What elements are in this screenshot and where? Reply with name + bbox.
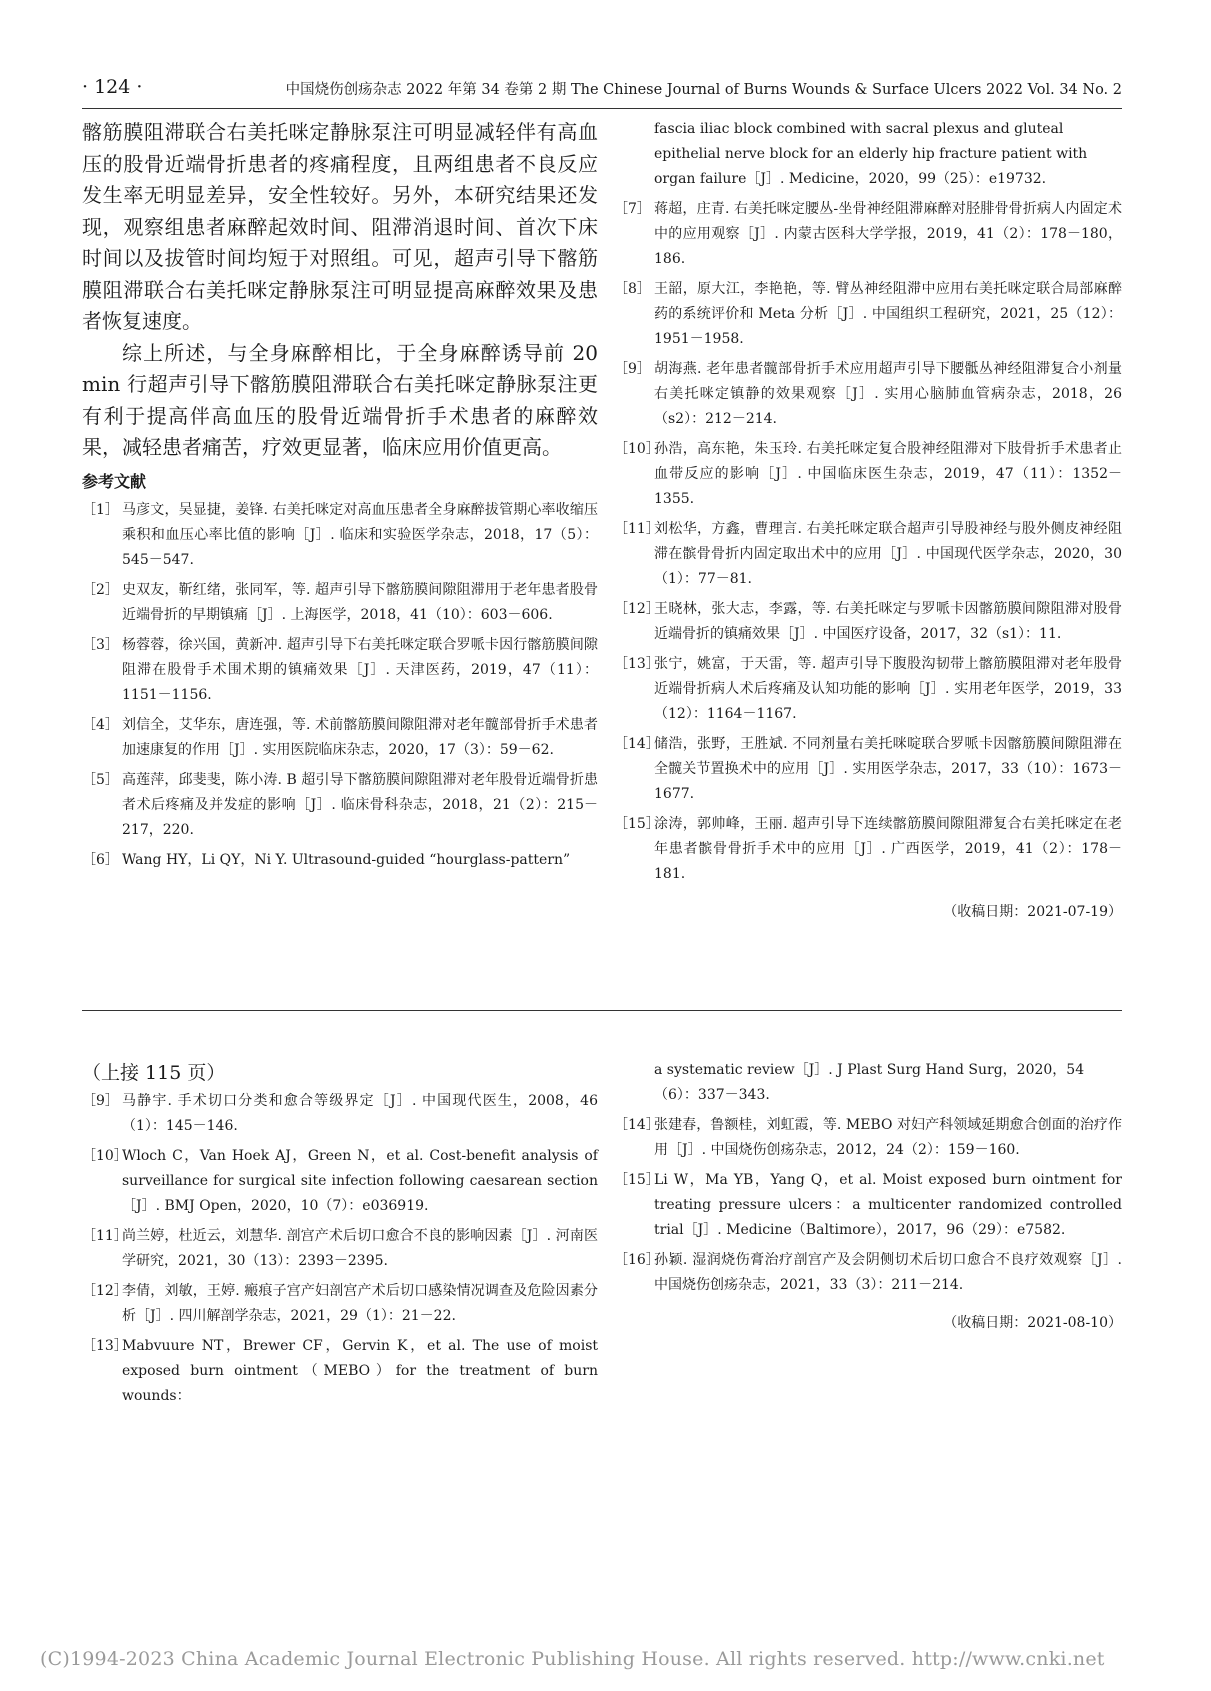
reference-text: 胡海燕. 老年患者髋部骨折手术应用超声引导下腰骶丛神经阻滞复合小剂量右美托咪定镇静的效果观察［J］. 实用心脑肺血管病杂志，2018，26（s2）：212－214. — [654, 361, 1122, 427]
header-rule — [82, 108, 1122, 109]
reference-item — [82, 578, 598, 628]
reference-item — [614, 1168, 1122, 1243]
reference-item — [82, 1089, 598, 1139]
reference-text: Wloch C，Van Hoek AJ，Green N，et al. Cost-benefit analysis of surveillance for surgical site infection following caesarean section［J］. BMJ Open，2020，10（7）：e036919. — [122, 1148, 598, 1214]
reference-item — [82, 848, 598, 873]
reference-item — [82, 1144, 598, 1219]
body-paragraph: 综上所述，与全身麻醉相比，于全身麻醉诱导前 20 min 行超声引导下髂筋膜阻滞联合右美托咪定静脉泵注更有利于提高伴高血压的股骨近端骨折手术患者的麻醉效果，减轻患者痛苦，疗效更显著，临床应用价值更高。 — [82, 340, 598, 459]
journal-line: 中国烧伤创疡杂志 2022 年第 34 卷第 2 期 The Chinese Journal of Burns Wounds & Surface Ulcers 2022 Vol. 34 No. 2 — [285, 82, 1122, 98]
reference-number: ［8］ — [614, 281, 651, 297]
reference-item — [614, 1113, 1122, 1163]
reference-text: Li W，Ma YB，Yang Q，et al. Moist exposed burn ointment for treating pressure ulcers：a multicenter randomized controlled trial［J］. Medicine（Baltimore），2017，96（29）：e7582. — [654, 1172, 1122, 1238]
upper-right-column — [614, 117, 1122, 921]
running-header — [82, 70, 1122, 104]
reference-text: 马静宇. 手术切口分类和愈合等级界定［J］. 中国现代医生，2008，46（1）：145－146. — [122, 1093, 598, 1134]
reference-item — [614, 437, 1122, 512]
lower-right-column — [614, 1058, 1122, 1332]
reference-item — [614, 597, 1122, 647]
reference-text: 刘松华，方鑫，曹理言. 右美托咪定联合超声引导股神经与股外侧皮神经阻滞在髌骨骨折内固定取出术中的应用［J］. 中国现代医学杂志，2020，30（1）：77－81. — [654, 521, 1122, 587]
reference-item — [82, 498, 598, 573]
reference-text: 史双友，靳红绪，张同军，等. 超声引导下髂筋膜间隙阻滞用于老年患者股骨近端骨折的早期镇痛［J］. 上海医学，2018，41（10）：603－606. — [122, 581, 598, 623]
reference-number: ［1］ — [82, 501, 119, 518]
reference-text: 刘信全，艾华东，唐连强，等. 术前髂筋膜间隙阻滞对老年髋部骨折手术患者加速康复的作用［J］. 实用医院临床杂志，2020，17（3）：59－62. — [122, 716, 598, 758]
reference-number: ［15］ — [614, 816, 660, 832]
reference-item — [614, 277, 1122, 352]
reference-item — [614, 197, 1122, 272]
reference-item — [82, 633, 598, 708]
reference-text: Wang HY，Li QY，Ni Y. Ultrasound-guided “hourglass-pattern” — [122, 851, 571, 868]
reference-text: 李倩，刘敏，王婷. 瘢痕子宫产妇剖宫产术后切口感染情况调查及危险因素分析［J］. 四川解剖学杂志，2021，29（1）：21－22. — [122, 1283, 598, 1324]
received-date: （收稿日期：2021-07-19） — [943, 904, 1122, 920]
reference-text: 王韶，原大江，李艳艳，等. 臂丛神经阻滞中应用右美托咪定联合局部麻醉药的系统评价和 Meta 分析［J］. 中国组织工程研究，2021，25（12）：1951－1958. — [654, 281, 1122, 347]
reference-text: 涂涛，郭帅峰，王丽. 超声引导下连续髂筋膜间隙阻滞复合右美托咪定在老年患者髌骨骨折手术中的应用［J］. 广西医学，2019，41（2）：178－181. — [654, 816, 1122, 882]
reference-number: ［6］ — [82, 851, 119, 868]
references-heading: 参考文献 — [82, 471, 147, 491]
reference-number: ［9］ — [82, 1093, 119, 1109]
reference-item — [82, 713, 598, 763]
reference-number: ［11］ — [82, 1228, 128, 1244]
reference-number: ［12］ — [614, 601, 660, 617]
reference-text: 高莲萍，邱斐斐，陈小涛. B 超引导下髂筋膜间隙阻滞对老年股骨近端骨折患者术后疼痛及并发症的影响［J］. 临床骨科杂志，2018，21（2）：215－217，220. — [122, 771, 598, 838]
page-number: · 124 · — [82, 76, 143, 98]
reference-item — [614, 812, 1122, 887]
body-paragraph: 髂筋膜阻滞联合右美托咪定静脉泵注可明显减轻伴有高血压的股骨近端骨折患者的疼痛程度，且两组患者不良反应发生率无明显差异，安全性较好。另外，本研究结果还发现，观察组患者麻醉起效时间、阻滞消退时间、首次下床时间以及拔管时间均短于对照组。可见，超声引导下髂筋膜阻滞联合右美托咪定静脉泵注可明显提高麻醉效果及患者恢复速度。 — [82, 120, 598, 333]
copyright-footer: (C)1994-2023 China Academic Journal Electronic Publishing House. All rights reserved. http://www.cnki.net — [40, 1648, 1105, 1670]
reference-text: 孙浩，高东艳，朱玉玲. 右美托咪定复合股神经阻滞对下肢骨折手术患者止血带反应的影响［J］. 中国临床医生杂志，2019，47（11）：1352－1355. — [654, 441, 1122, 507]
reference-item — [614, 517, 1122, 592]
upper-left-column — [82, 117, 598, 878]
reference-text: 孙颖. 湿润烧伤膏治疗剖宫产及会阴侧切术后切口愈合不良疗效观察［J］. 中国烧伤创疡杂志，2021，33（3）：211－214. — [654, 1252, 1122, 1293]
reference-text: 尚兰婷，杜近云，刘慧华. 剖宫产术后切口愈合不良的影响因素［J］. 河南医学研究，2021，30（13）：2393－2395. — [122, 1228, 598, 1269]
reference-number: ［3］ — [82, 636, 119, 653]
reference-number: ［15］ — [614, 1172, 660, 1188]
reference-number: ［13］ — [614, 656, 660, 672]
reference-text: Mabvuure NT，Brewer CF，Gervin K，et al. The use of moist exposed burn ointment（MEBO）for the treatment of burn wounds： — [122, 1338, 598, 1404]
reference-number: ［5］ — [82, 771, 119, 788]
reference-text: 储浩，张野，王胜斌. 不同剂量右美托咪啶联合罗哌卡因髂筋膜间隙阻滞在全髋关节置换术中的应用［J］. 实用医学杂志，2017，33（10）：1673－1677. — [654, 736, 1122, 802]
reference-number: ［13］ — [82, 1338, 128, 1354]
reference-number: ［2］ — [82, 581, 119, 598]
reference-item — [82, 768, 598, 843]
reference-continuation: a systematic review［J］. J Plast Surg Hand Surg，2020，54（6）：337－343. — [654, 1062, 1085, 1103]
reference-number: ［4］ — [82, 716, 119, 733]
reference-item — [82, 1334, 598, 1409]
reference-text: 张宁，姚富，于天雷，等. 超声引导下腹股沟韧带上髂筋膜阻滞对老年股骨近端骨折病人术后疼痛及认知功能的影响［J］. 实用老年医学，2019，33（12）：1164－1167. — [654, 656, 1122, 722]
reference-item — [82, 1224, 598, 1274]
reference-continuation: fascia iliac block combined with sacral plexus and gluteal epithelial nerve block for an elderly hip fracture patient with organ failure［J］. Medicine，2020，99（25）：e19732. — [654, 121, 1088, 187]
reference-text: 蒋超，庄青. 右美托咪定腰丛-坐骨神经阻滞麻醉对胫腓骨骨折病人内固定术中的应用观察［J］. 内蒙古医科大学学报，2019，41（2）：178－180，186. — [654, 201, 1122, 267]
reference-item — [614, 1248, 1122, 1298]
reference-item — [614, 732, 1122, 807]
reference-number: ［12］ — [82, 1283, 128, 1299]
reference-number: ［7］ — [614, 201, 651, 217]
reference-text: 王晓林，张大志，李露，等. 右美托咪定与罗哌卡因髂筋膜间隙阻滞对股骨近端骨折的镇痛效果［J］. 中国医疗设备，2017，32（s1）：11. — [654, 601, 1122, 642]
reference-number: ［14］ — [614, 1117, 660, 1133]
reference-text: 杨蓉蓉，徐兴国，黄新冲. 超声引导下右美托咪定联合罗哌卡因行髂筋膜间隙阻滞在股骨手术围术期的镇痛效果［J］. 天津医药，2019，47（11）：1151－1156. — [122, 636, 598, 703]
reference-item — [82, 1279, 598, 1329]
reference-item — [614, 652, 1122, 727]
reference-number: ［11］ — [614, 521, 660, 537]
reference-number: ［14］ — [614, 736, 660, 752]
reference-number: ［10］ — [614, 441, 660, 457]
reference-text: 马彦文，吴显捷，姜锋. 右美托咪定对高血压患者全身麻醉拔管期心率收缩压乘积和血压心率比值的影响［J］. 临床和实验医学杂志，2018，17（5）：545－547. — [122, 501, 598, 568]
received-date: （收稿日期：2021-08-10） — [943, 1315, 1122, 1331]
reference-item — [614, 357, 1122, 432]
reference-number: ［16］ — [614, 1252, 660, 1268]
continued-from-note: （上接 115 页） — [82, 1062, 226, 1084]
reference-number: ［10］ — [82, 1148, 128, 1164]
reference-text: 张建春，鲁额桂，刘虹霞，等. MEBO 对妇产科领域延期愈合创面的治疗作用［J］. 中国烧伤创疡杂志，2012，24（2）：159－160. — [654, 1117, 1122, 1158]
lower-left-column — [82, 1058, 598, 1414]
section-divider — [82, 1010, 1122, 1011]
reference-number: ［9］ — [614, 361, 651, 377]
